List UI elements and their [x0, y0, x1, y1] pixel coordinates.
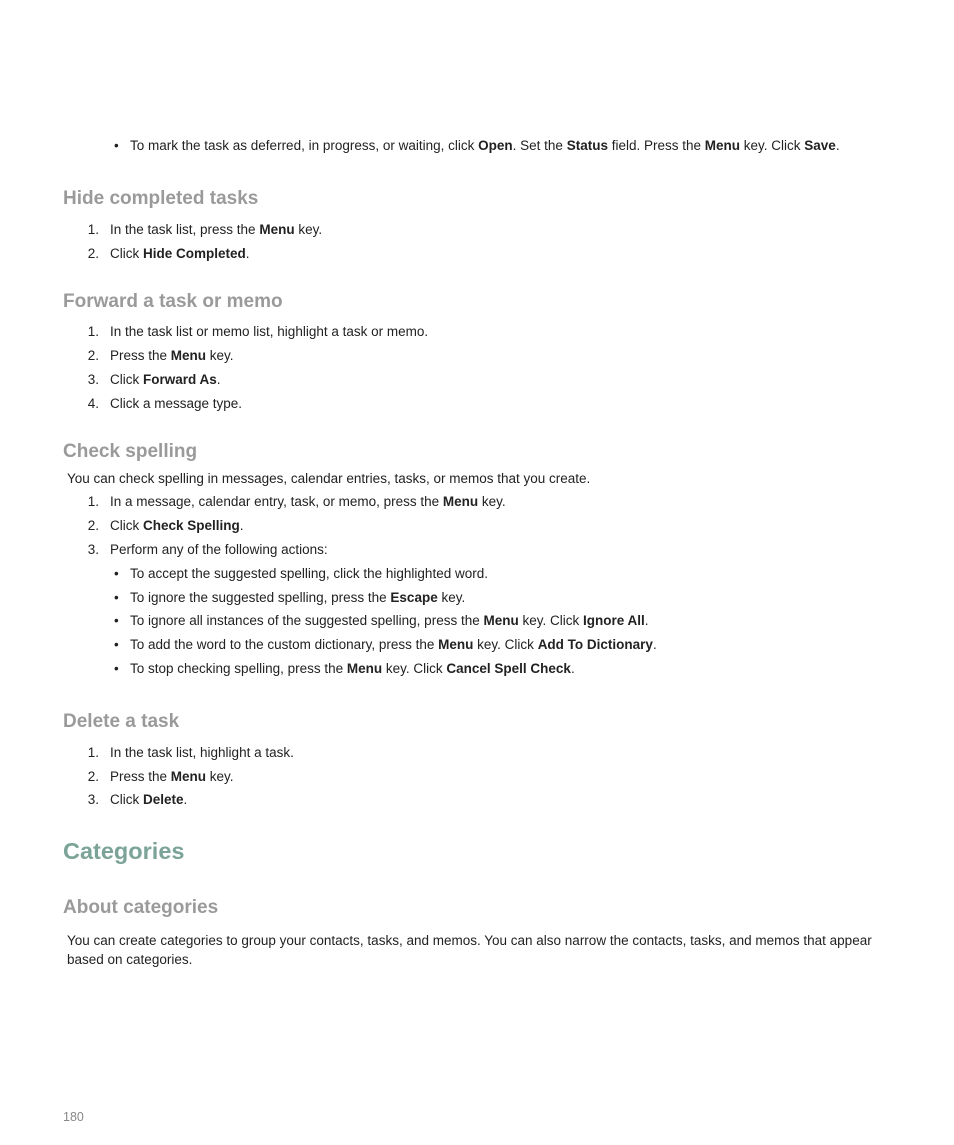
heading-check-spelling: Check spelling [63, 441, 198, 462]
document-page: • To mark the task as deferred, in progress, or waiting, click Open. Set the Status field. Press the Menu key. Click Save. Hide completed tasks 1. In the task list, press the Menu key. 2. Click Hide Completed. Forward a task or memo 1. In the task list or memo list, highlight a task or memo. 2. Press the Menu key. 3. Click Forward As. 4. Click a message type. Check spelling You can check spelling in messages, calendar entries, tasks, or memos that you create. 1. In a message, calendar entry, task, or memo, press the Menu key. 2. Click Check Spelling. 3. Perform any of the following actions: • To accept the suggested spelling, click the highlighted word. • To ignore the suggested spelling, press the Escape key. • To ignore all instances of the suggested spelling, press the Menu key. Click Ignore All. • To add the word to the custom dictionary, press the Menu key. Click Add To Dictionary. • To stop checking spelling, press the Menu key. Click Cancel Spell Check. Delete a task 1. In the task list, highlight a task. 2. Press the Menu key. 3. Click Delete. Categories About categories You can create categories to group your contacts, tasks, and memos. You can also narrow the contacts, tasks, and memos that appear based on categories. 180 [63, 138, 872, 1124]
heading-about-categories: About categories [63, 897, 219, 918]
bullet-marker: • [114, 138, 119, 153]
about-categories-line-1: You can create categories to group your contacts, tasks, and memos. You can also narrow the contacts, tasks, and memos that appear [67, 933, 872, 948]
heading-forward: Forward a task or memo [63, 291, 283, 312]
bullet-text: To mark the task as deferred, in progress, or waiting, click Open. Set the Status field. Press the Menu key. Click Save. [130, 138, 840, 153]
page-number: 180 [63, 1110, 84, 1124]
about-categories-line-2: based on categories. [67, 952, 193, 967]
heading-delete-task: Delete a task [63, 711, 180, 732]
heading-categories: Categories [63, 838, 185, 864]
spelling-intro: You can check spelling in messages, calendar entries, tasks, or memos that you create. [67, 471, 591, 486]
heading-hide-completed: Hide completed tasks [63, 188, 259, 209]
